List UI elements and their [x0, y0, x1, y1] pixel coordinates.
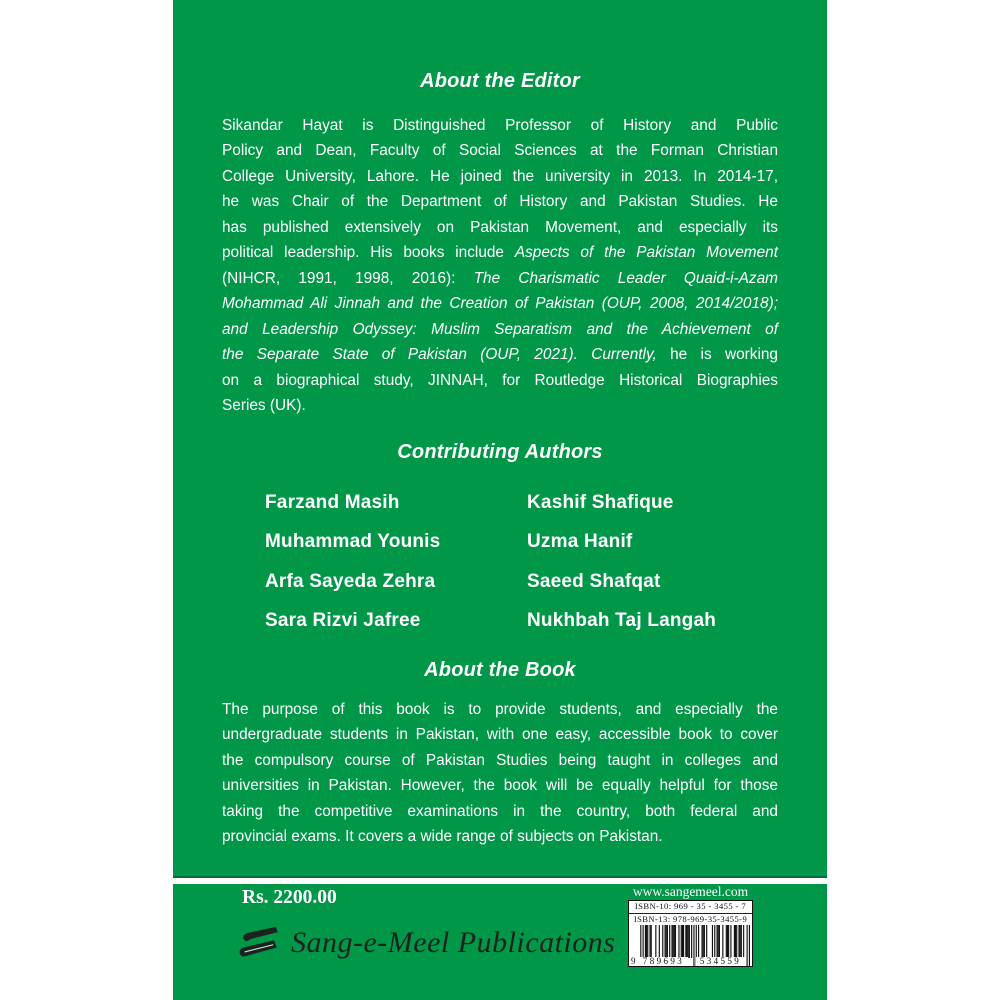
contributing-authors-heading: Contributing Authors	[397, 441, 603, 463]
paragraph-line: Series (UK).	[222, 396, 306, 414]
author-name: Saeed Shafqat	[527, 570, 661, 592]
isbn-barcode-block	[628, 900, 753, 967]
paragraph-line: he was Chair of the Department of History and Pakistan Studies. He	[222, 193, 778, 211]
paragraph-line: has published extensively on Pakistan Movement, and especially its	[222, 218, 778, 236]
isbn10-line: ISBN-10: 969 - 35 - 3455 - 7	[629, 901, 752, 914]
barcode-digit-group-1: 789693	[639, 957, 688, 966]
barcode-digit-group-2: 534559	[696, 957, 745, 966]
footer-strip	[173, 884, 827, 1000]
about-editor-heading: About the Editor	[420, 70, 580, 92]
stacked-books-logo-icon	[237, 926, 279, 960]
ean13-barcode	[631, 925, 750, 966]
barcode-digit-left: 9	[631, 957, 639, 966]
paragraph-line: undergraduate students in Pakistan, with one easy, accessible book to cover	[222, 726, 778, 744]
paragraph-line: College University, Lahore. He joined the university in 2013. In 2014-17,	[222, 167, 778, 185]
author-name: Kashif Shafique	[527, 491, 674, 513]
authors-column-left	[265, 483, 525, 641]
paragraph-line: and Leadership Odyssey: Muslim Separatism and the Achievement of	[222, 320, 778, 338]
author-name: Farzand Masih	[265, 491, 400, 513]
author-name: Nukhbah Taj Langah	[527, 610, 717, 632]
paragraph-line: Policy and Dean, Faculty of Social Sciences at the Forman Christian	[222, 142, 778, 160]
paragraph-line: the compulsory course of Pakistan Studies being taught in colleges and	[222, 751, 778, 769]
paragraph-line: Mohammad Ali Jinnah and the Creation of Pakistan (OUP, 2008, 2014/2018);	[222, 295, 778, 313]
paragraph-line: political leadership. His books include Aspects of the Pakistan Movement	[222, 244, 778, 262]
paragraph-line: on a biographical study, JINNAH, for Routledge Historical Biographies	[222, 371, 778, 389]
paragraph-line: (NIHCR, 1991, 1998, 2016): The Charismatic Leader Quaid-i-Azam	[222, 269, 778, 287]
author-name: Arfa Sayeda Zehra	[265, 570, 436, 592]
paragraph-line: taking the competitive examinations in the country, both federal and	[222, 802, 778, 820]
publisher-line	[237, 926, 615, 960]
authors-column-right	[527, 483, 787, 641]
authors-list	[173, 483, 827, 643]
editor-bio-paragraph	[222, 113, 778, 418]
author-name: Muhammad Younis	[265, 531, 441, 553]
publisher-name: Sang-e-Meel Publications	[291, 926, 616, 959]
price-label: Rs. 2200.00	[242, 887, 337, 908]
about-book-heading: About the Book	[424, 659, 576, 681]
barcode-center-guard-gap	[688, 957, 696, 966]
barcode-end-guard-gap	[745, 957, 750, 966]
website-url: www.sangemeel.com	[632, 884, 749, 899]
author-name: Uzma Hanif	[527, 531, 633, 553]
paragraph-line: the Separate State of Pakistan (OUP, 2021). Currently, he is working	[222, 346, 778, 364]
author-name: Sara Rizvi Jafree	[265, 610, 421, 632]
barcode-digits	[631, 957, 750, 966]
isbn13-line: ISBN-13: 978-969-35-3455-9	[633, 913, 748, 924]
cover-green-panel	[173, 0, 827, 1000]
book-description-paragraph	[222, 697, 778, 850]
paragraph-line: The purpose of this book is to provide students, and especially the	[222, 701, 778, 718]
divider-rule	[173, 876, 827, 884]
paragraph-line: provincial exams. It covers a wide range of subjects on Pakistan.	[222, 828, 663, 846]
paragraph-line: universities in Pakistan. However, the book will be equally helpful for those	[222, 777, 778, 795]
paragraph-line: Sikandar Hayat is Distinguished Professor of History and Public	[222, 117, 778, 134]
